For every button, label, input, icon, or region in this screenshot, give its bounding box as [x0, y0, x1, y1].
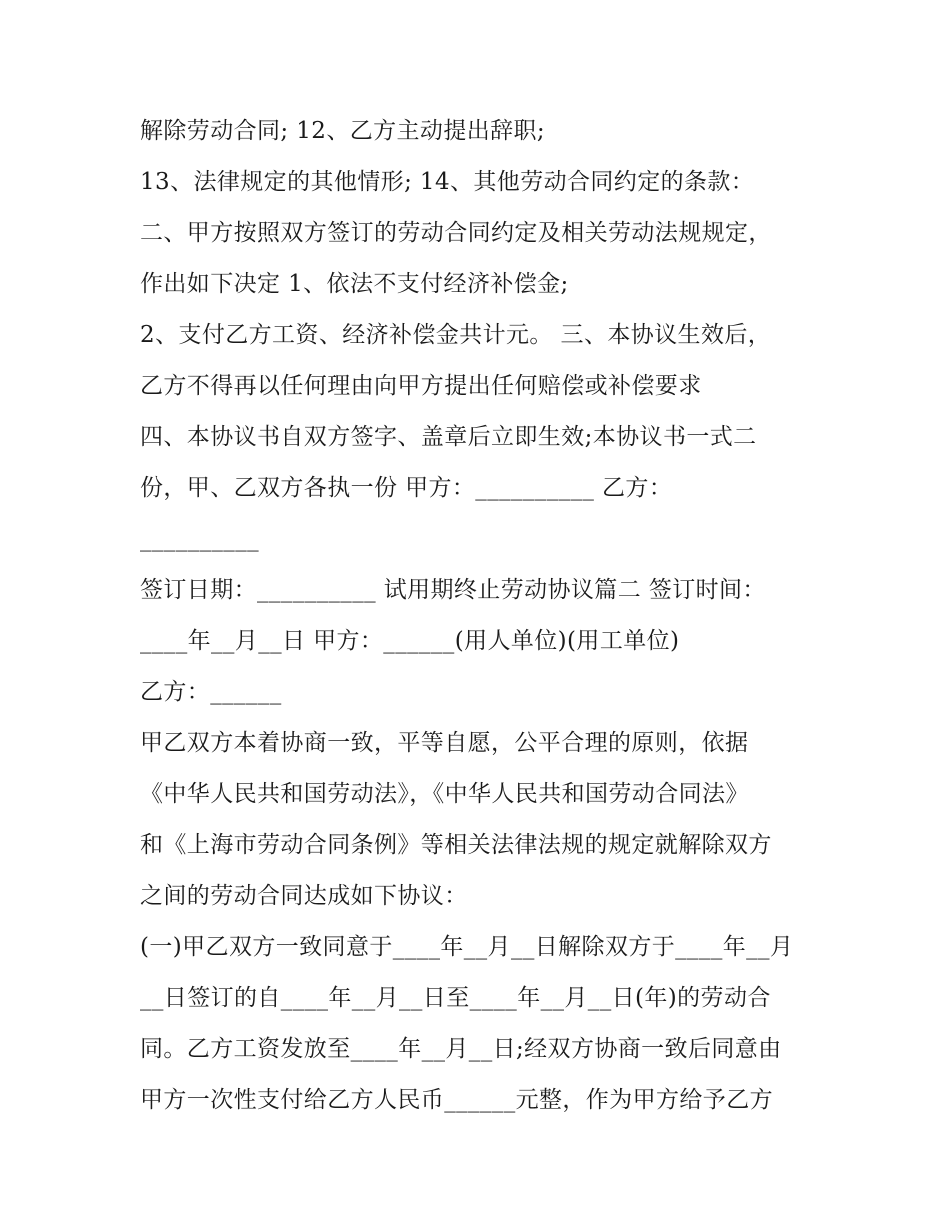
text-line: 份，甲、乙双方各执一份 甲方：__________ 乙方： [140, 475, 673, 501]
text-line: 甲乙双方本着协商一致，平等自愿，公平合理的原则，依据 [140, 730, 749, 756]
text-line: 和《上海市劳动合同条例》等相关法律法规的规定就解除双方 [140, 832, 772, 858]
text-line: 乙方：______ [140, 679, 282, 705]
text-line: (一)甲乙双方一致同意于____年__月__日解除双方于____年__月 [140, 934, 794, 960]
text-line: 2、支付乙方工资、经济补偿金共计元。 三、本协议生效后， [140, 322, 772, 348]
text-line: __日签订的自____年__月__日至____年__月__日(年)的劳动合 [140, 985, 771, 1011]
text-line: 之间的劳动合同达成如下协议： [140, 883, 468, 909]
text-line: 同。乙方工资发放至____年__月__日;经双方协商一致后同意由 [140, 1036, 782, 1062]
text-line: ____年__月__日 甲方：______(用人单位)(用工单位) [140, 628, 680, 654]
text-line: __________ [140, 526, 259, 552]
text-line: 签订日期：__________ 试用期终止劳动协议篇二 签订时间： [140, 577, 766, 603]
text-line: 乙方不得再以任何理由向甲方提出任何赔偿或补偿要求 [140, 373, 702, 399]
document-body [140, 106, 840, 1126]
text-line: 解除劳动合同; 12、乙方主动提出辞职; [140, 118, 546, 144]
text-line: 甲方一次性支付给乙方人民币______元整，作为甲方给予乙方 [140, 1087, 773, 1113]
text-line: 《中华人民共和国劳动法》，《中华人民共和国劳动合同法》 [140, 781, 749, 807]
text-line: 二、甲方按照双方签订的劳动合同约定及相关劳动法规规定， [140, 220, 772, 246]
text-line: 四、本协议书自双方签字、盖章后立即生效;本协议书一式二 [140, 424, 757, 450]
text-line: 13、法律规定的其他情形; 14、其他劳动合同约定的条款： [140, 169, 755, 195]
text-line: 作出如下决定 1、依法不支付经济补偿金; [140, 271, 569, 297]
